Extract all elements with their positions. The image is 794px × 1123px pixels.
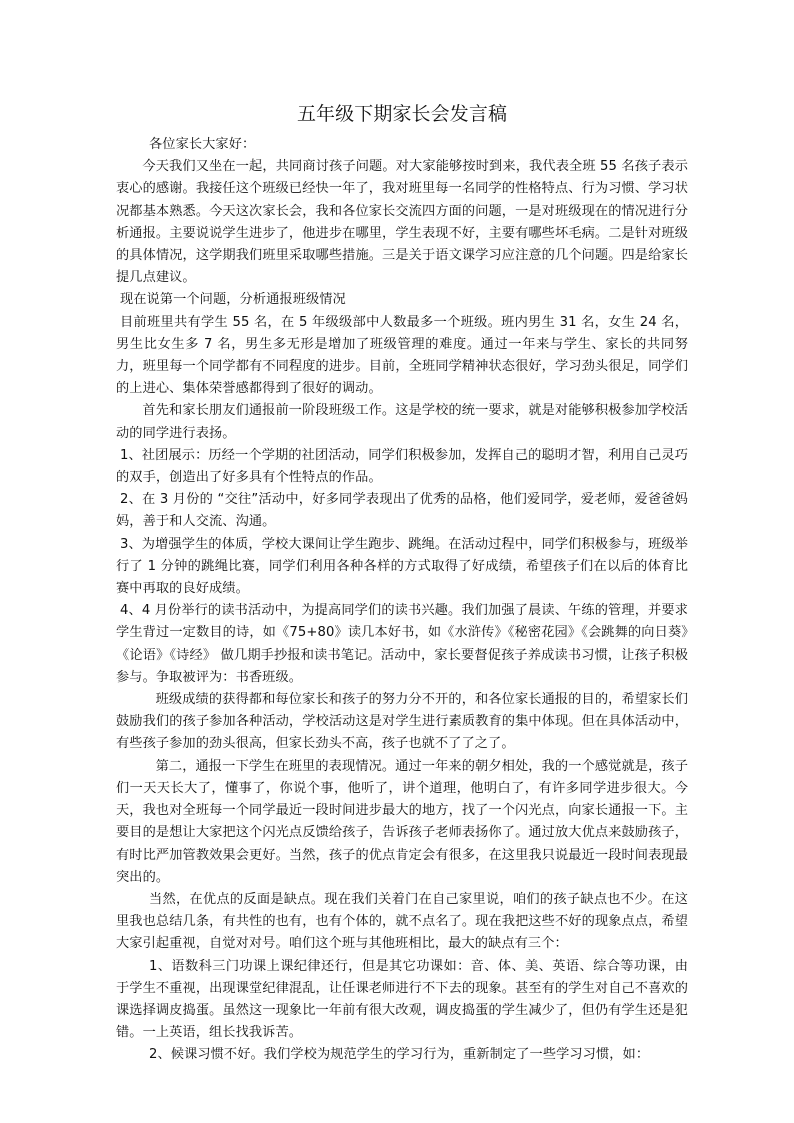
paragraph-item-4-reading: 4、4 月份举行的读书活动中，为提高同学们的读书兴趣。我们加强了晨读、午练的管理，并要求学生背过一定数目的诗，如《75+80》读几本好书，如《水浒传》《秘密花园》《会跳舞的向日葵》《论语》《诗经》 做几期手抄报和读书笔记。活动中，家长要督促孩子养成读书习惯，让孩子积极参与。争取被评为：书香班级。 [116,603,688,685]
paragraph-section-one-heading: 现在说第一个问题，分析通报班级情况 [119,292,346,308]
paragraph-class-stats: 目前班里共有学生 55 名，在 5 年级级部中人数最多一个班级。班内男生 31 名，女生 24 名，男生比女生多 7 名，男生多无形是增加了班级管理的难度。通过一年来与学生、家长的共同努力，班里每一个同学都有不同程度的进步。目前，全班同学精神状态很好，学习劲头很足，同学们的上进心、集体荣誉感都得到了很好的调动。 [116,314,688,397]
paragraph-item-1-club: 1、社团展示：历经一个学期的社团活动，同学们积极参加，发挥自己的聪明才智，利用自己灵巧的双手，创造出了好多具有个性特点的作品。 [116,447,688,486]
paragraph-achievements: 班级成绩的获得都和每位家长和孩子的努力分不开的，和各位家长通报的目的，希望家长们鼓励我们的孩子参加各种活动，学校活动这是对学生进行素质教育的集中体现。但在具体活动中，有些孩子参加的劲头很高，但家长劲头不高，孩子也就不了了之了。 [116,692,688,752]
paragraph-item-3-sports: 3、为增强学生的体质，学校大课间让学生跑步、跳绳。在活动过程中，同学们积极参与，班级举行了 1 分钟的跳绳比赛，同学们利用各种各样的方式取得了好成绩，希望孩子们在以后的体育比赛中再取的良好成绩。 [116,536,688,597]
greeting: 各位家长大家好： [149,137,256,152]
paragraph-shortcomings: 当然，在优点的反面是缺点。现在我们关着门在自己家里说，咱们的孩子缺点也不少。在这里我也总结几条，有共性的也有，也有个体的，就不点名了。现在我把这些不好的现象点点，希望大家引起重视，自觉对对号。咱们这个班与其他班相比，最大的缺点有三个： [116,891,688,952]
paragraph-report-work: 首先和家长朋友们通报前一阶段班级工作。这是学校的统一要求，就是对能够积极参加学校活动的同学进行表扬。 [116,403,688,441]
paragraph-shortcoming-1: 1、语数科三门功课上课纪律还行，但是其它功课如：音、体、美、英语、综合等功课，由于学生不重视，出现课堂纪律混乱，让任课老师进行不下去的现象。甚至有的学生对自己不喜欢的课选择调皮捣蛋。虽然这一现象比一年前有很大改观，调皮捣蛋的学生减少了，但仍有学生还是犯错。一上英语，组长找我诉苦。 [116,958,688,1041]
paragraph-shortcoming-2: 2、候课习惯不好。我们学校为规范学生的学习行为，重新制定了一些学习习惯，如： [149,1047,650,1063]
document-title: 五年级下期家长会发言稿 [296,103,508,125]
paragraph-item-2-communication: 2、在 3 月份的 “交往”活动中，好多同学表现出了优秀的品格，他们爱同学，爱老师，爱爸爸妈妈，善于和人交流、沟通。 [116,492,688,530]
document-page [116,100,688,1067]
paragraph-intro: 今天我们又坐在一起，共同商讨孩子问题。对大家能够按时到来，我代表全班 55 名孩子表示衷心的感谢。我接任这个班级已经快一年了，我对班里每一名同学的性格特点、行为习惯、学习状况都基本熟悉。今天这次家长会，我和各位家长交流四方面的问题，一是对班级现在的情况进行分析通报。主要说说学生进步了，他进步在哪里，学生表现不好，主要有哪些坏毛病。二是针对班级的具体情况，这学期我们班里采取哪些措施。三是关于语文课学习应注意的几个问题。四是给家长提几点建议。 [116,159,688,286]
paragraph-section-two: 第二，通报一下学生在班里的表现情况。通过一年来的朝夕相处，我的一个感觉就是，孩子们一天天长大了，懂事了，你说个事，他听了，讲个道理，他明白了，有许多同学进步很大。今天，我也对全班每一个同学最近一段时间进步最大的地方，找了一个闪光点，向家长通报一下。主要目的是想让大家把这个闪光点反馈给孩子，告诉孩子老师表扬你了。通过放大优点来鼓励孩子，有时比严加管教效果会更好。当然，孩子的优点肯定会有很多，在这里我只说最近一段时间表现最突出的。 [116,758,688,885]
